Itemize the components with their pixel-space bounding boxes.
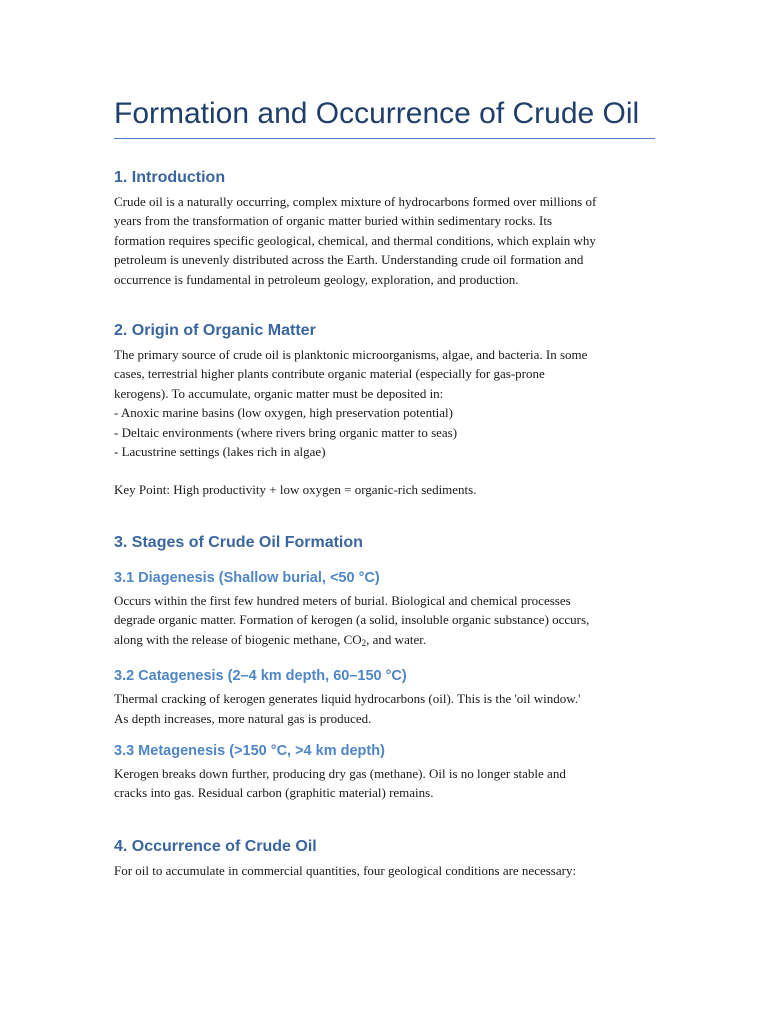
text-line: cracks into gas. Residual carbon (graphitic material) remains. bbox=[114, 785, 434, 801]
text-line: petroleum is unevenly distributed across the Earth. Understanding crude oil formation and bbox=[114, 252, 584, 268]
text-line: cases, terrestrial higher plants contribute organic material (especially for gas-prone bbox=[114, 366, 545, 382]
text-line: kerogens). To accumulate, organic matter must be deposited in: bbox=[114, 385, 444, 401]
text-fragment: along with the release of biogenic methane, CO bbox=[114, 631, 362, 647]
text-line bbox=[114, 630, 655, 653]
text-line: Occurs within the first few hundred meters of burial. Biological and chemical processes bbox=[114, 592, 571, 608]
paragraph-catagenesis bbox=[114, 689, 655, 728]
text-line: formation requires specific geological, chemical, and thermal conditions, which explain why bbox=[114, 232, 596, 248]
text-line: occurrence is fundamental in petroleum geology, exploration, and production. bbox=[114, 271, 519, 287]
text-line: For oil to accumulate in commercial quantities, four geological conditions are necessary: bbox=[114, 862, 577, 878]
key-point: Key Point: High productivity + low oxygen = organic-rich sediments. bbox=[114, 482, 477, 498]
section-heading-origin: 2. Origin of Organic Matter bbox=[114, 322, 316, 340]
section-heading-occurrence: 4. Occurrence of Crude Oil bbox=[114, 837, 317, 855]
text-line: The primary source of crude oil is planktonic microorganisms, algae, and bacteria. In some bbox=[114, 347, 588, 363]
paragraph-metagenesis bbox=[114, 764, 655, 803]
subscript: 2 bbox=[361, 637, 367, 648]
paragraph-diagenesis bbox=[114, 591, 655, 653]
list-item: - Anoxic marine basins (low oxygen, high preservation potential) bbox=[114, 405, 454, 421]
text-line: Kerogen breaks down further, producing dry gas (methane). Oil is no longer stable and bbox=[114, 765, 566, 781]
text-line: Thermal cracking of kerogen generates liquid hydrocarbons (oil). This is the 'oil window.' bbox=[114, 691, 581, 707]
document-title: Formation and Occurrence of Crude Oil bbox=[114, 92, 655, 139]
subsection-heading-catagenesis: 3.2 Catagenesis (2–4 km depth, 60–150 °C) bbox=[114, 668, 407, 685]
text-line: Crude oil is a naturally occurring, complex mixture of hydrocarbons formed over millions of bbox=[114, 194, 597, 209]
text-line: degrade organic matter. Formation of kerogen (a solid, insoluble organic substance) occurs, bbox=[114, 612, 590, 628]
paragraph-origin bbox=[114, 345, 655, 461]
section-heading-stages: 3. Stages of Crude Oil Formation bbox=[114, 533, 363, 551]
text-line: As depth increases, more natural gas is produced. bbox=[114, 710, 372, 726]
text-fragment: , and water. bbox=[366, 631, 427, 647]
document-content bbox=[114, 92, 655, 880]
paragraph-introduction bbox=[114, 192, 655, 289]
text-line: years from the transformation of organic matter buried within sedimentary rocks. Its bbox=[114, 213, 553, 229]
section-heading-introduction: 1. Introduction bbox=[114, 169, 226, 186]
subsection-heading-metagenesis: 3.3 Metagenesis (>150 °C, >4 km depth) bbox=[114, 742, 385, 759]
subsection-heading-diagenesis: 3.1 Diagenesis (Shallow burial, <50 °C) bbox=[114, 569, 380, 586]
list-item: - Deltaic environments (where rivers bring organic matter to seas) bbox=[114, 424, 458, 440]
paragraph-occurrence bbox=[114, 861, 655, 880]
list-item: - Lacustrine settings (lakes rich in algae) bbox=[114, 444, 326, 460]
